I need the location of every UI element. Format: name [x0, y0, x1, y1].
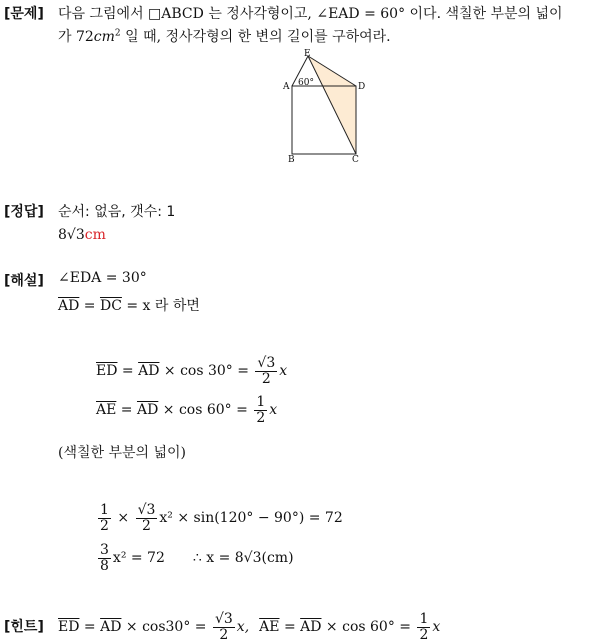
explanation-line2-rest: = x 라 하면 [121, 298, 200, 314]
answer-number: 8√3 [58, 227, 85, 243]
problem-unit: cm [93, 29, 115, 45]
segment-ad: $\overline{AD}$ [100, 619, 122, 636]
times: × [112, 510, 134, 527]
denominator: 2 [100, 517, 109, 534]
answer-unit: cm [84, 227, 106, 243]
fraction [98, 503, 111, 533]
label-b: B [288, 155, 295, 164]
explanation-line1: ∠EDA = 30° [58, 270, 147, 286]
hint-rest1: × cos30° = [121, 619, 211, 636]
numerator: 3 [100, 542, 109, 558]
numerator: 1 [100, 502, 109, 518]
equation-ed-rest: × cos 30° = [159, 363, 254, 380]
denominator: 2 [261, 370, 271, 387]
fraction [255, 356, 277, 386]
equation-area-rest: x² × sin(120° − 90°) = 72 [159, 510, 343, 527]
denominator: 2 [256, 409, 266, 426]
problem-line2-suffix: 일 때, 정사각형의 한 변의 길이를 구하여라. [120, 29, 391, 45]
equals: = [116, 402, 137, 419]
fraction [98, 543, 111, 573]
denominator: 2 [142, 517, 151, 534]
equals: = [279, 619, 301, 636]
segment-ad: $\overline{AD}$ [136, 402, 159, 419]
equals: = [117, 363, 139, 380]
segment-ad: $\overline{AD}$ [58, 298, 80, 314]
segment-ad: $\overline{AD}$ [300, 619, 322, 636]
explanation-label: [해설] [4, 273, 44, 289]
answer-meta: 순서: 없음, 갯수: 1 [58, 204, 176, 220]
numerator: √3 [257, 355, 276, 371]
segment-ad: $\overline{AD}$ [138, 363, 160, 380]
segment-ed: $\overline{ED}$ [96, 363, 118, 380]
label-e: E [304, 49, 311, 59]
label-d: D [358, 82, 366, 92]
fraction [417, 612, 430, 642]
numerator: 1 [256, 394, 266, 410]
denominator: 2 [419, 626, 429, 643]
segment-ed: $\overline{ED}$ [58, 619, 80, 636]
equation-ae-rest: × cos 60° = [158, 402, 253, 419]
variable: x [279, 363, 288, 380]
denominator: 8 [100, 557, 109, 574]
equals: = [79, 619, 101, 636]
fraction [213, 612, 235, 642]
square-figure [280, 48, 370, 164]
equation-solve-rest: x² = 72 [112, 550, 165, 567]
variable: x [269, 402, 278, 419]
equation-area [96, 503, 343, 533]
numerator: √3 [214, 611, 233, 627]
label-c: C [352, 155, 359, 164]
answer-value [58, 227, 106, 243]
segment-ae: $\overline{AE}$ [96, 402, 117, 419]
hint-rest2: × cos 60° = [321, 619, 416, 636]
shaded-area-label: (색칠한 부분의 넓이) [58, 445, 187, 461]
variable: x, [236, 619, 250, 636]
conclusion: ∴ x = 8√3(cm) [192, 550, 294, 567]
numerator: 1 [419, 611, 429, 627]
fraction [254, 395, 267, 425]
segment-ae: $\overline{AE}$ [259, 619, 280, 636]
numerator: √3 [137, 502, 156, 518]
answer-label: [정답] [4, 204, 44, 220]
denominator: 2 [219, 626, 229, 643]
hint-text [58, 612, 440, 642]
problem-label: [문제] [4, 6, 44, 22]
equation-ae [96, 395, 277, 425]
problem-line2-prefix: 가 72 [58, 29, 94, 45]
problem-text-line2 [58, 26, 391, 46]
equals: = [79, 298, 100, 314]
label-a: A [283, 82, 290, 92]
equation-ed [96, 356, 287, 386]
hint-label: [힌트] [4, 619, 44, 635]
variable: x [432, 619, 441, 636]
fraction [136, 503, 158, 533]
equation-solve [96, 543, 294, 573]
problem-text-line1: 다음 그림에서 □ABCD 는 정사각형이고, ∠EAD = 60° 이다. 색칠한 부분의 넓이 [58, 6, 563, 22]
angle-label: 60° [298, 78, 314, 88]
segment-dc: $\overline{DC}$ [99, 298, 122, 314]
explanation-line2 [58, 295, 200, 315]
problem-unit-exponent: 2 [114, 28, 121, 39]
